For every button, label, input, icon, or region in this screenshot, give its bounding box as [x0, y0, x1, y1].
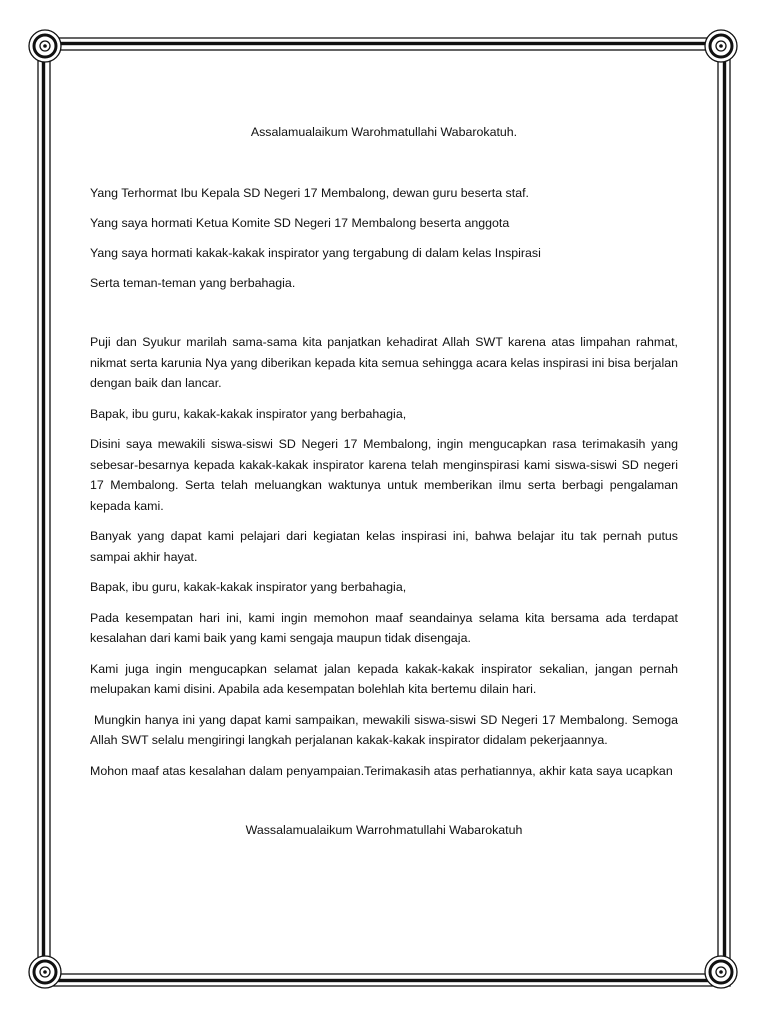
- greeting-line: Serta teman-teman yang berbahagia.: [90, 275, 296, 290]
- corner-ornament-bottom-left: [29, 956, 61, 988]
- greeting-line: Yang saya hormati Ketua Komite SD Negeri 17 Membalong beserta anggota: [90, 215, 510, 230]
- greeting-line: Yang Terhormat Ibu Kepala SD Negeri 17 Membalong, dewan guru beserta staf.: [90, 185, 529, 200]
- paragraph: Kami juga ingin mengucapkan selamat jalan kepada kakak-kakak inspirator sekalian, jangan pernah melupakan kami disini. Apabila ada kesempatan bolehlah kita bertemu dilain hari.: [90, 661, 678, 696]
- corner-ornament-top-left: [29, 30, 61, 62]
- speech-text-body: [90, 122, 678, 841]
- corner-ornament-bottom-right: [705, 956, 737, 988]
- opening-salutation: Assalamualaikum Warohmatullahi Wabarokatuh.: [250, 125, 518, 139]
- paragraph: Mungkin hanya ini yang dapat kami sampaikan, mewakili siswa-siswi SD Negeri 17 Membalong. Semoga Allah SWT selalu mengiringi langkah perjalanan kakak-kakak inspirator didalam pekerjaannya.: [90, 712, 678, 747]
- paragraph: Disini saya mewakili siswa-siswi SD Negeri 17 Membalong, ingin mengucapkan rasa terimakasih yang sebesar-besarnya kepada kakak-kakak inspirator karena telah menginspirasi kami siswa-siswi SD negeri 17 Membalong. Serta telah meluangkan waktunya untuk memberikan ilmu serta berbagi pengalaman kepada kami.: [90, 437, 678, 513]
- paragraph: Pada kesempatan hari ini, kami ingin memohon maaf seandainya selama kita bersama ada terdapat kesalahan dari kami baik yang kami sengaja maupun tidak disengaja.: [90, 610, 678, 645]
- corner-ornament-top-right: [705, 30, 737, 62]
- closing-salutation: Wassalamualaikum Warrohmatullahi Wabarokatuh: [245, 823, 523, 837]
- paragraph: Bapak, ibu guru, kakak-kakak inspirator yang berbahagia,: [90, 580, 407, 594]
- paragraph: Banyak yang dapat kami pelajari dari kegiatan kelas inspirasi ini, bahwa belajar itu tak pernah putus sampai akhir hayat.: [90, 529, 678, 564]
- greeting-line: Yang saya hormati kakak-kakak inspirator yang tergabung di dalam kelas Inspirasi: [90, 245, 541, 260]
- paragraph: Puji dan Syukur marilah sama-sama kita panjatkan kehadirat Allah SWT karena atas limpahan rahmat, nikmat serta karunia Nya yang diberikan kepada kita semua sehingga acara kelas inspirasi ini bisa berjalan dengan baik dan lancar.: [90, 335, 678, 390]
- closing-paragraph: Mohon maaf atas kesalahan dalam penyampaian.Terimakasih atas perhatiannya, akhir kata saya ucapkan: [90, 763, 673, 778]
- paragraph: Bapak, ibu guru, kakak-kakak inspirator yang berbahagia,: [90, 406, 407, 421]
